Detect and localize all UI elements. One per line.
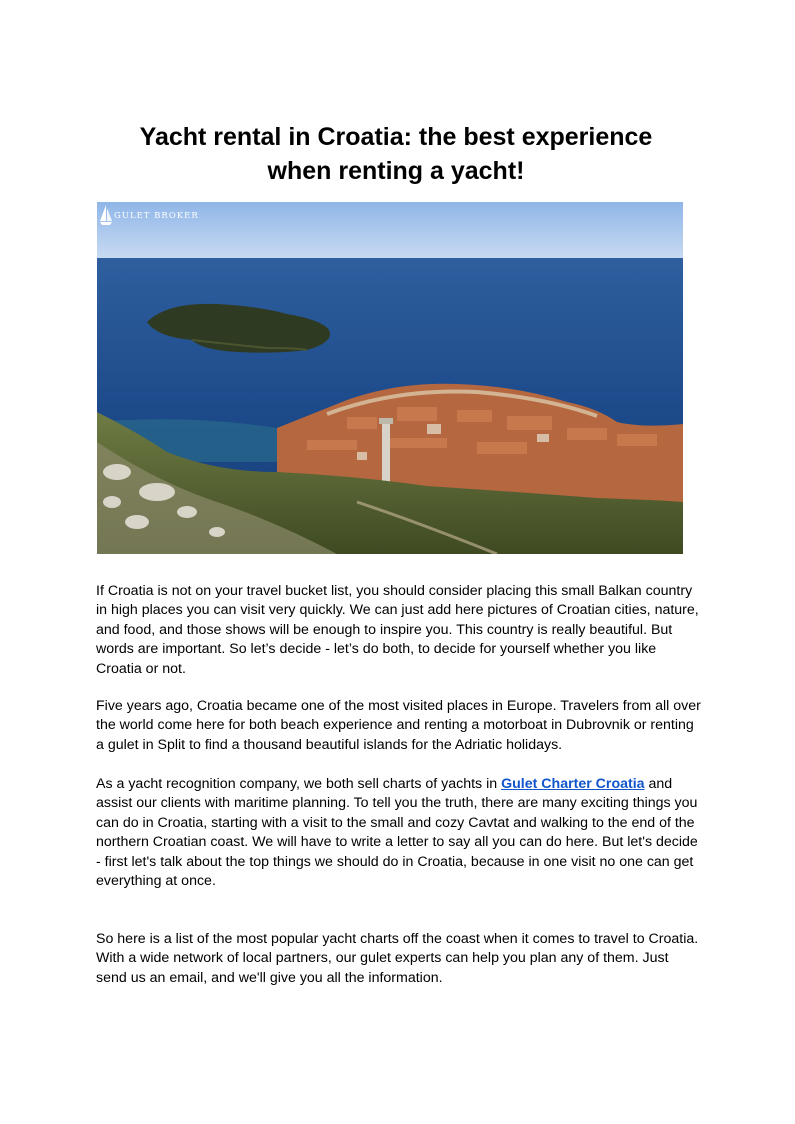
paragraph-list-intro: So here is a list of the most popular yacht charts off the coast when it comes to travel to Croatia. With a wide network of local partners, our gulet experts can help you plan any of them. Just send us an email, and we'll give you all the information.	[96, 931, 699, 986]
gulet-charter-croatia-link[interactable]: Gulet Charter Croatia	[501, 776, 645, 792]
paragraph-company-text-end: and assist our clients with maritime planning. To tell you the truth, there are many exciting things you can do in Croatia, starting with a visit to the small and cozy Cavtat and walking to the end of the northern Croatian coast. We will have to write a letter to say all you can do here. But let's decide - first let's talk about the top things we should do in Croatia, because in one visit no one can get everything at once.	[96, 776, 698, 890]
gulet-broker-logo	[97, 202, 217, 226]
paragraph-popularity: Five years ago, Croatia became one of the most visited places in Europe. Travelers from all over the world come here for both beach experience and renting a motorboat in Dubrovnik or renting a gulet in Split to find a thousand beautiful islands for the Adriatic holidays.	[96, 698, 701, 753]
page-title	[96, 120, 696, 188]
logo-text: GULET BROKER	[114, 211, 199, 221]
title-line-2: when renting a yacht!	[267, 157, 525, 185]
dubrovnik-aerial-photo	[97, 202, 683, 554]
title-line-1: Yacht rental in Croatia: the best experience	[139, 123, 653, 151]
paragraph-company	[96, 775, 702, 891]
cable-car-tower	[382, 420, 390, 482]
paragraph-intro: If Croatia is not on your travel bucket list, you should consider placing this small Balkan country in high places you can visit very quickly. We can just add here pictures of Croatian cities, nature, and food, and those shows will be enough to inspire you. This country is really beautiful. But words are important. So let’s decide - let’s do both, to decide for yourself whether you like Croatia or not.	[96, 583, 699, 677]
sailboat-icon	[99, 204, 113, 226]
paragraph-company-text-start: As a yacht recognition company, we both sell charts of yachts in	[96, 776, 502, 792]
